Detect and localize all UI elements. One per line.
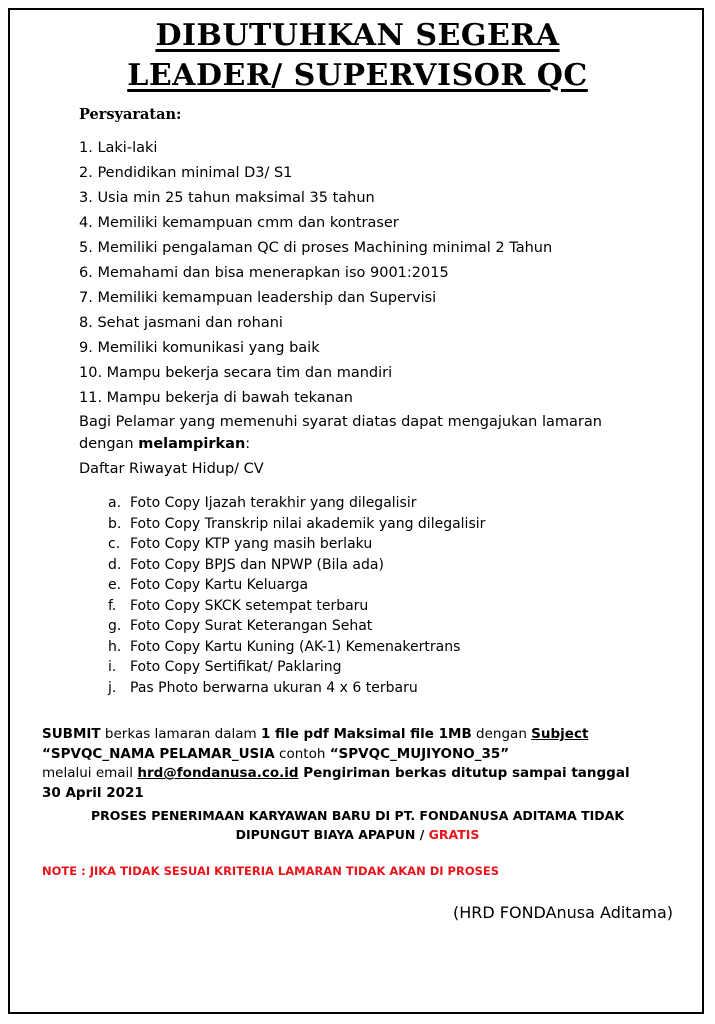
intro-text: Bagi Pelamar yang memenuhi syarat diatas dapat mengajukan lamaran dengan [79,414,602,452]
list-letter: f. [108,597,117,614]
intro-tail: : [245,436,251,452]
submit-subject-example: “SPVQC_MUJIYONO_35” [329,745,510,762]
list-item: 6. Memahami dan bisa menerapkan iso 9001:2015 [79,265,449,281]
submit-subject-label: Subject [531,726,589,742]
list-letter: e. [108,577,122,593]
list-item: 9. Memiliki komunikasi yang baik [79,340,320,356]
list-item: 4. Memiliki kemampuan cmm dan kontraser [79,215,399,231]
list-text: Foto Copy Sertifikat/ Paklaring [130,659,342,675]
note-warning: NOTE : JIKA TIDAK SESUAI KRITERIA LAMARAN TIDAK AKAN DI PROSES [42,864,500,878]
list-text: Pas Photo berwarna ukuran 4 x 6 terbaru [130,679,418,696]
list-item: 10. Mampu bekerja secara tim dan mandiri [79,365,393,381]
list-text: Foto Copy Kartu Keluarga [130,577,309,593]
requirements-heading: Persyaratan: [79,106,182,123]
list-item [108,495,485,516]
list-item: 11. Mampu bekerja di bawah tekanan [79,390,353,406]
list-item: 8. Sehat jasmani dan rohani [79,315,283,331]
submit-instructions [42,725,672,803]
notice-line1: PROSES PENERIMAAN KARYAWAN BARU DI PT. FONDANUSA ADITAMA TIDAK [90,808,625,823]
submit-text: melalui email [42,765,138,781]
page-title-line2: LEADER/ SUPERVISOR QC [127,58,588,93]
notice-line2: DIPUNGUT BIAYA APAPUN / [235,827,429,842]
list-letter: a. [108,495,122,511]
list-text: Foto Copy KTP yang masih berlaku [130,536,373,552]
list-text: Foto Copy Surat Keterangan Sehat [130,618,373,634]
list-text: Foto Copy Transkrip nilai akademik yang dilegalisir [130,515,486,532]
email-link[interactable]: hrd@fondanusa.co.id [137,765,299,781]
list-item [108,598,485,619]
requirements-list [79,140,552,415]
list-item [108,516,485,537]
list-text: Foto Copy BPJS dan NPWP (Bila ada) [130,556,384,573]
list-item: 1. Laki-laki [79,140,158,156]
list-item [108,618,485,639]
list-item: 2. Pendidikan minimal D3/ S1 [79,165,293,181]
list-item [108,639,485,660]
submit-text: berkas lamaran dalam [100,726,261,742]
list-item [108,557,485,578]
page-title-line1: DIBUTUHKAN SEGERA [155,18,560,53]
submit-file-limit: 1 file pdf Maksimal file 1MB [260,726,472,742]
list-letter: c. [108,536,121,552]
list-letter: j. [108,679,117,696]
list-letter: g. [108,618,122,634]
list-text: Foto Copy Kartu Kuning (AK-1) Kemenakertrans [130,638,461,655]
list-item [108,577,485,598]
gratis-label: GRATIS [428,827,480,842]
list-text: Foto Copy SKCK setempat terbaru [130,597,369,614]
intro-bold: melampirkan [138,436,246,452]
list-item [108,659,485,680]
list-item: 3. Usia min 25 tahun maksimal 35 tahun [79,190,375,206]
list-item [108,536,485,557]
list-item [108,680,485,701]
documents-list [108,495,485,700]
free-process-notice [40,806,675,844]
list-text: Foto Copy Ijazah terakhir yang dilegalisir [130,495,417,511]
list-letter: i. [108,659,117,675]
list-letter: b. [108,515,122,532]
signature: (HRD FONDAnusa Aditama) [452,903,673,922]
submit-deadline-date: 30 April 2021 [42,784,144,801]
list-letter: d. [108,556,122,573]
cv-line: Daftar Riwayat Hidup/ CV [79,461,264,477]
list-item: 5. Memiliki pengalaman QC di proses Machining minimal 2 Tahun [79,240,553,256]
list-letter: h. [108,638,122,655]
submit-deadline-text: Pengiriman berkas ditutup sampai tanggal [298,765,630,781]
submit-keyword: SUBMIT [42,726,101,742]
submit-text: contoh [274,745,330,762]
list-item: 7. Memiliki kemampuan leadership dan Supervisi [79,290,437,306]
intro-paragraph [79,411,659,455]
submit-subject-format: “SPVQC_NAMA PELAMAR_USIA [42,745,275,762]
submit-text: dengan [471,726,532,742]
